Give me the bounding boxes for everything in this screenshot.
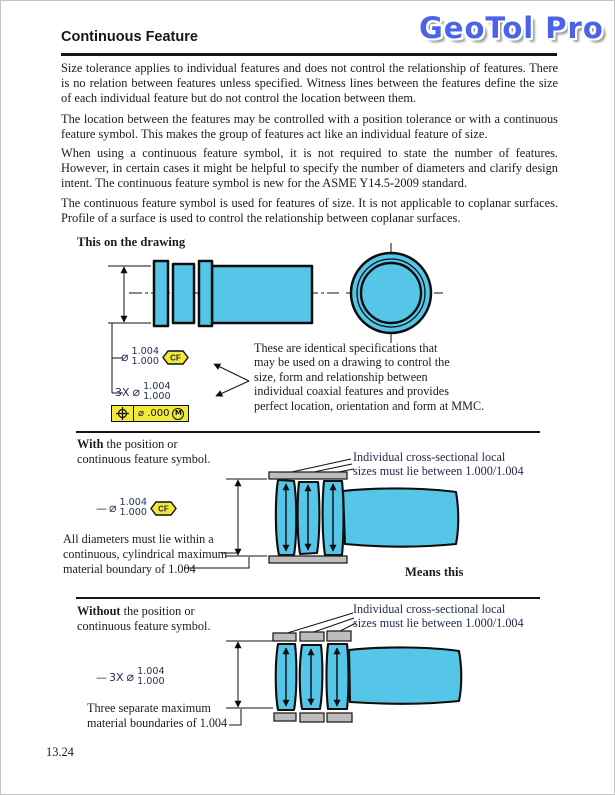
cf-symbol-icon: [150, 501, 177, 516]
note-line: sizes must lie between 1.000/1.004: [353, 616, 524, 631]
without-bold: Without: [77, 604, 121, 618]
note-line: These are identical specifications that: [254, 341, 438, 355]
note-leader: [229, 709, 241, 725]
tolerance-value: ⌀ .000: [138, 408, 170, 419]
lower-limit: 1.000: [119, 507, 147, 519]
lower-limit: 1.000: [143, 391, 171, 403]
title-rule: [61, 53, 557, 56]
without-callout: [96, 667, 165, 687]
note-line: Individual cross-sectional local: [353, 602, 506, 616]
times-prefix: 3X: [115, 385, 130, 399]
with-line2: continuous feature symbol.: [77, 452, 211, 466]
diameter-symbol: ⌀: [121, 349, 129, 365]
paragraph-1: Size tolerance applies to individual features and does not control the relationship of features. There is no relation between features unless specified. Witness lines between the features define the size of each individual feature but do not control the location between them.: [61, 61, 558, 106]
page-number: 13.24: [46, 745, 74, 759]
note-arrow-1: [214, 364, 249, 381]
note-line: material boundary of 1.004: [63, 562, 196, 576]
shaft-body: [212, 266, 312, 323]
boundary-plate-top-2: [300, 632, 324, 641]
limit-dimension: [132, 347, 159, 367]
upper-limit: 1.004: [137, 666, 165, 677]
mmc-modifier-icon: M: [172, 408, 184, 420]
diameter-symbol: ⌀: [126, 669, 135, 685]
note-arrow-2: [216, 381, 249, 396]
shaft-rib-2: [173, 264, 194, 323]
svg-text:CF: CF: [158, 504, 169, 514]
note-line: perfect location, orientation and form at MMC.: [254, 398, 485, 413]
times-prefix: 3X: [109, 670, 124, 684]
shaft-end-view: [351, 253, 431, 333]
part-body: [343, 488, 458, 546]
cf-dimension-callout: [121, 347, 189, 367]
leader-dash: —: [96, 501, 106, 515]
boundary-plate-top-3: [327, 631, 351, 641]
upper-limit: 1.004: [119, 497, 147, 508]
position-symbol-icon: [116, 407, 129, 420]
boundary-plate-bottom-1: [274, 713, 296, 721]
tolerance-cell: [133, 406, 188, 421]
lower-limit: 1.000: [137, 676, 165, 688]
section-divider-2: [76, 597, 540, 599]
without-rest: the position or: [120, 604, 195, 618]
section-divider-1: [76, 431, 540, 433]
note-line: Individual cross-sectional local: [353, 450, 506, 464]
note-line: may be used on a drawing to control the: [254, 355, 450, 370]
with-right-note: [353, 450, 524, 479]
lower-limit: 1.000: [131, 356, 159, 368]
without-line2: continuous feature symbol.: [77, 619, 211, 633]
diameter-symbol: ⌀: [132, 384, 141, 400]
boundary-plate-bottom-3: [327, 713, 352, 722]
without-right-note: [353, 602, 524, 631]
geotol-pro-logo: GeoTol Pro: [419, 11, 604, 45]
diameter-symbol: ⌀: [109, 500, 117, 516]
shaft-rib-3: [199, 261, 212, 326]
position-dimension-callout: [115, 382, 171, 402]
note-leader-b: [184, 557, 249, 568]
note-line: sizes must lie between 1.000/1.004: [353, 464, 524, 479]
means-this-label: Means this: [405, 565, 464, 579]
page-title: Continuous Feature: [61, 29, 198, 45]
note-line: Three separate maximum: [87, 701, 211, 715]
boundary-plate-bottom: [269, 556, 347, 563]
upper-limit: 1.004: [143, 381, 171, 392]
note-line: material boundaries of 1.004: [87, 716, 228, 730]
limit-dimension: [137, 667, 164, 687]
leader-dash: —: [96, 670, 106, 684]
upper-limit: 1.004: [131, 346, 159, 357]
with-cf-callout: [96, 498, 177, 518]
identical-specs-note: [254, 341, 484, 413]
note-line: individual coaxial features and provides: [254, 384, 449, 399]
with-rest: the position or: [103, 437, 178, 451]
cf-symbol-icon: [162, 350, 189, 365]
paragraph-3: When using a continuous feature symbol, it is not required to state the number of features. However, in certain cases it might be helpful to specify the number of diameters and clarify design intent. The continuous feature symbol is new for the ASME Y14.5-2009 standard.: [61, 146, 558, 191]
boundary-plate-top: [269, 472, 347, 479]
shaft-rib-1: [154, 261, 168, 326]
paragraph-4: The continuous feature symbol is used for features of size. It is not applicable to coplanar surfaces. Profile of a surface is used to control the relationship between coplanar surfaces.: [61, 196, 558, 226]
boundary-plate-top-1: [273, 633, 296, 641]
limit-dimension: [120, 498, 147, 518]
drawing-heading: This on the drawing: [77, 235, 186, 249]
part-body: [349, 647, 461, 703]
limit-dimension: [143, 382, 170, 402]
note-line: continuous, cylindrical maximum: [63, 547, 228, 561]
feature-control-frame: [111, 405, 189, 422]
with-bold: With: [77, 437, 104, 451]
position-symbol-cell: [112, 406, 133, 421]
note-line: size, form and relationship between: [254, 369, 428, 384]
note-line: All diameters must lie within a: [63, 532, 214, 546]
svg-text:CF: CF: [170, 353, 181, 363]
boundary-plate-bottom-2: [300, 713, 324, 722]
paragraph-2: The location between the features may be controlled with a position tolerance or with a continuous feature symbol. This makes the group of features act like an individual feature of size.: [61, 112, 558, 142]
